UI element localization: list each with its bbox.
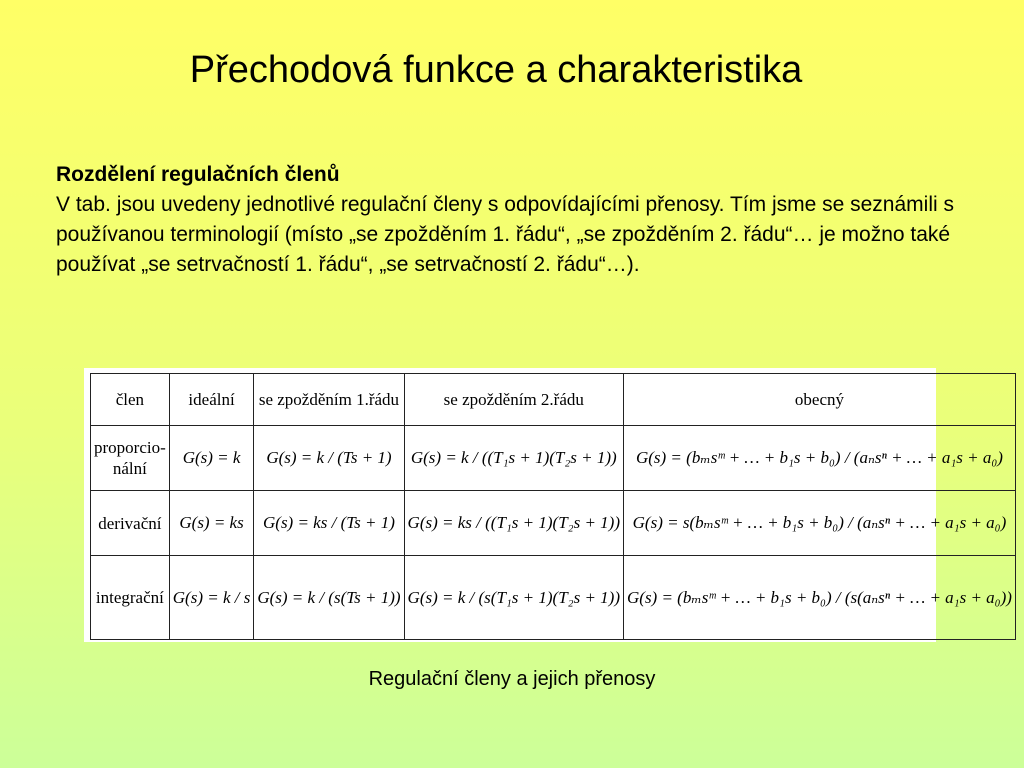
formula-cell: G(s) = s(bₘsᵐ + … + b₁s + b₀) / (aₙsⁿ + … + a₁s + a₀): [624, 491, 1016, 556]
formula-cell: G(s) = k / (s(T₁s + 1)(T₂s + 1)): [404, 556, 623, 640]
section-heading: Rozdělení regulačních členů: [56, 163, 340, 186]
formula-cell: G(s) = (bₘsᵐ + … + b₁s + b₀) / (aₙsⁿ + … + a₁s + a₀): [624, 426, 1016, 491]
header-second-order: se zpožděním 2.řádu: [404, 374, 623, 426]
formula-cell: G(s) = ks / (Ts + 1): [254, 491, 404, 556]
table-row: [91, 426, 1016, 491]
table-row: [91, 556, 1016, 640]
header-obecny: obecný: [624, 374, 1016, 426]
formula-cell: G(s) = k / (s(Ts + 1)): [254, 556, 404, 640]
formula-cell: G(s) = ks: [169, 491, 254, 556]
section-paragraph: V tab. jsou uvedeny jednotlivé regulační členy s odpovídajícími přenosy. Tím jsme se seznámili s používanou terminologií (místo „se zpožděním 1. řádu“, „se zpožděním 2. řádu“… je možno také používat „se setrvačností 1. řádu“, „se setrvačností 2. řádu“…).: [56, 193, 954, 276]
row-label-proportional: proporcio-nální: [91, 426, 170, 491]
formula-cell: G(s) = k / s: [169, 556, 254, 640]
header-idealni: ideální: [169, 374, 254, 426]
formula-cell: G(s) = k / (Ts + 1): [254, 426, 404, 491]
formula-cell: G(s) = k: [169, 426, 254, 491]
header-first-order: se zpožděním 1.řádu: [254, 374, 404, 426]
header-clen: člen: [91, 374, 170, 426]
transfer-function-table: [90, 373, 1016, 640]
body-text: [56, 160, 966, 280]
slide-title: Přechodová funkce a charakteristika: [189, 49, 803, 91]
table-caption: Regulační členy a jejich přenosy: [368, 668, 656, 690]
row-label-derivative: derivační: [91, 491, 170, 556]
table-row: [91, 491, 1016, 556]
formula-cell: G(s) = k / ((T₁s + 1)(T₂s + 1)): [404, 426, 623, 491]
table-header-row: [91, 374, 1016, 426]
transfer-function-table-image: [84, 368, 1012, 642]
formula-cell: G(s) = (bₘsᵐ + … + b₁s + b₀) / (s(aₙsⁿ + … + a₁s + a₀)): [624, 556, 1016, 640]
formula-cell: G(s) = ks / ((T₁s + 1)(T₂s + 1)): [404, 491, 623, 556]
row-label-integral: integrační: [91, 556, 170, 640]
